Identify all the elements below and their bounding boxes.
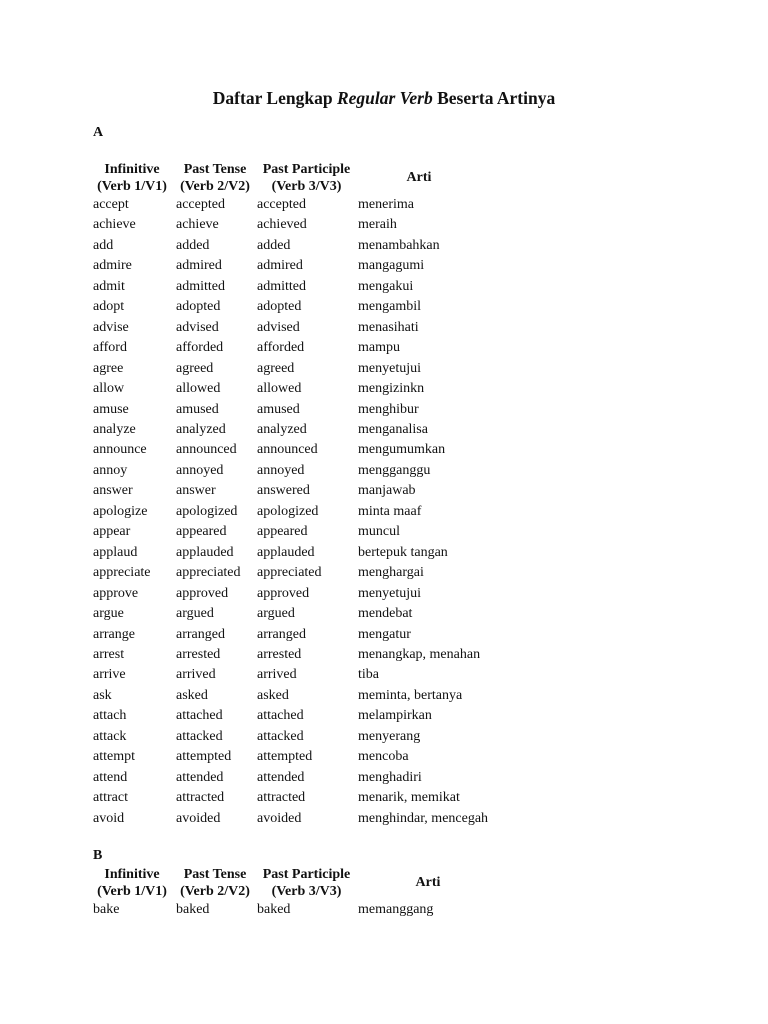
cell-arti: menghadiri: [358, 769, 422, 785]
table-row: [90, 809, 537, 829]
title-italic: Regular Verb: [336, 88, 433, 108]
cell-infinitive: add: [93, 237, 114, 253]
cell-past-tense: attended: [176, 769, 224, 785]
table-row: [90, 502, 537, 522]
cell-past-participle: attended: [257, 769, 305, 785]
cell-past-participle: approved: [257, 585, 310, 601]
cell-past-participle: admired: [257, 258, 303, 274]
table-row: [90, 706, 537, 726]
cell-arti: mendebat: [358, 606, 413, 622]
cell-arti: mangagumi: [358, 258, 425, 274]
cell-infinitive: answer: [93, 483, 133, 499]
cell-past-tense: appeared: [176, 524, 227, 540]
table-header-row: [90, 865, 537, 900]
table-header-row: [90, 160, 537, 195]
cell-past-tense: asked: [176, 687, 208, 703]
cell-past-participle: arrived: [257, 667, 297, 683]
cell-arti: tiba: [358, 667, 379, 683]
cell-past-participle: allowed: [257, 381, 302, 397]
cell-past-participle: agreed: [257, 360, 295, 376]
table-body-b: [90, 900, 537, 920]
cell-past-tense: apologized: [176, 503, 238, 519]
cell-infinitive: attack: [93, 728, 127, 744]
cell-infinitive: achieve: [93, 217, 136, 233]
cell-arti: menganalisa: [358, 421, 428, 437]
table-row: [90, 277, 537, 297]
cell-past-participle: appreciated: [257, 565, 322, 581]
cell-past-participle: accepted: [257, 197, 306, 212]
cell-infinitive: arrest: [93, 646, 125, 662]
cell-infinitive: announce: [93, 442, 147, 458]
header-infinitive-line2: (Verb 1/V1): [97, 178, 167, 194]
cell-past-tense: achieve: [176, 217, 219, 233]
cell-past-tense: approved: [176, 585, 229, 601]
cell-infinitive: analyze: [93, 421, 136, 437]
cell-arti: menghargai: [358, 565, 424, 581]
cell-infinitive: agree: [93, 360, 124, 376]
header-past-participle-line1: Past Participle: [262, 866, 351, 882]
cell-arti: menerima: [358, 197, 414, 212]
table-row: [90, 747, 537, 767]
cell-past-participle: argued: [257, 606, 295, 622]
cell-past-participle: arranged: [257, 626, 306, 642]
table-row: [90, 195, 537, 215]
table-row: [90, 522, 537, 542]
cell-infinitive: annoy: [93, 462, 128, 478]
cell-past-tense: attacked: [176, 728, 223, 744]
table-row: [90, 379, 537, 399]
table-row: [90, 359, 537, 379]
cell-past-participle: analyzed: [257, 421, 307, 437]
cell-past-tense: answer: [176, 483, 216, 499]
cell-past-participle: attacked: [257, 728, 304, 744]
cell-past-participle: asked: [257, 687, 289, 703]
cell-arti: manjawab: [358, 483, 416, 499]
cell-past-tense: argued: [176, 606, 214, 622]
header-past-tense-line2: (Verb 2/V2): [180, 178, 250, 194]
table-row: [90, 420, 537, 440]
cell-past-tense: attached: [176, 708, 223, 724]
table-row: [90, 768, 537, 788]
cell-past-tense: amused: [176, 401, 219, 417]
cell-arti: menarik, memikat: [358, 790, 460, 806]
header-arti-label: Arti: [415, 875, 441, 890]
cell-past-tense: advised: [176, 319, 219, 335]
cell-past-tense: agreed: [176, 360, 214, 376]
cell-past-tense: arranged: [176, 626, 225, 642]
header-arti: [357, 865, 537, 900]
cell-past-participle: adopted: [257, 299, 302, 315]
verb-table-a: [90, 160, 537, 829]
cell-past-participle: answered: [257, 483, 310, 499]
cell-past-participle: advised: [257, 319, 300, 335]
cell-infinitive: accept: [93, 197, 129, 212]
cell-arti: bertepuk tangan: [358, 544, 448, 560]
cell-infinitive: arrange: [93, 626, 135, 642]
header-past-participle: [256, 160, 357, 195]
cell-infinitive: appear: [93, 524, 131, 540]
table-row: [90, 256, 537, 276]
cell-arti: mampu: [358, 340, 400, 356]
cell-past-tense: appreciated: [176, 565, 241, 581]
table-row: [90, 461, 537, 481]
cell-infinitive: avoid: [93, 810, 125, 826]
cell-infinitive: attract: [93, 790, 128, 806]
section-letter-a: A: [93, 125, 104, 140]
cell-past-tense: added: [176, 237, 210, 253]
cell-arti: mengakui: [358, 278, 414, 294]
cell-arti: mengganggu: [358, 462, 431, 478]
cell-arti: muncul: [358, 524, 400, 540]
cell-infinitive: applaud: [93, 544, 138, 560]
cell-arti: minta maaf: [358, 503, 422, 519]
header-past-participle-line2: (Verb 3/V3): [271, 883, 342, 899]
header-past-tense: [174, 865, 256, 900]
table-row: [90, 297, 537, 317]
cell-past-participle: apologized: [257, 503, 319, 519]
cell-arti: meminta, bertanya: [358, 687, 463, 703]
cell-arti: mengatur: [358, 626, 411, 642]
cell-infinitive: allow: [93, 381, 125, 397]
cell-arti: menangkap, menahan: [358, 646, 481, 662]
table-row: [90, 665, 537, 685]
header-past-participle-line2: (Verb 3/V3): [271, 178, 342, 194]
cell-infinitive: admit: [93, 278, 125, 294]
section-letter-b: B: [93, 848, 103, 863]
cell-past-tense: baked: [176, 902, 210, 917]
cell-past-tense: applauded: [176, 544, 234, 560]
cell-infinitive: adopt: [93, 299, 125, 315]
page-title: [0, 86, 768, 110]
title-suffix: Beserta Artinya: [432, 88, 556, 108]
table-row: [90, 400, 537, 420]
header-arti-label: Arti: [406, 170, 432, 185]
cell-infinitive: attach: [93, 708, 127, 724]
table-row: [90, 727, 537, 747]
cell-infinitive: advise: [93, 319, 129, 335]
title-prefix: Daftar Lengkap: [212, 88, 337, 108]
table-row: [90, 900, 537, 920]
header-past-tense: [174, 160, 256, 195]
header-past-participle-line1: Past Participle: [262, 161, 351, 177]
header-past-tense-line1: Past Tense: [183, 161, 247, 177]
cell-arti: mengizinkn: [358, 381, 425, 397]
cell-past-participle: attracted: [257, 790, 306, 806]
header-infinitive: [90, 160, 174, 195]
cell-past-tense: afforded: [176, 340, 224, 356]
cell-arti: menasihati: [358, 319, 419, 335]
cell-past-participle: attempted: [257, 749, 313, 765]
table-row: [90, 604, 537, 624]
cell-past-tense: admired: [176, 258, 222, 274]
cell-arti: menghibur: [358, 401, 419, 417]
cell-infinitive: bake: [93, 902, 120, 917]
cell-infinitive: afford: [93, 340, 127, 356]
cell-arti: meraih: [358, 217, 397, 233]
table-body-a: [90, 195, 537, 829]
table-row: [90, 543, 537, 563]
cell-infinitive: attempt: [93, 749, 135, 765]
cell-infinitive: admire: [93, 258, 132, 274]
cell-arti: menyerang: [358, 728, 421, 744]
cell-arti: menyetujui: [358, 585, 421, 601]
verb-table-b: [90, 865, 537, 920]
cell-past-participle: amused: [257, 401, 300, 417]
table-row: [90, 686, 537, 706]
cell-arti: mencoba: [358, 749, 409, 765]
cell-arti: melampirkan: [358, 708, 432, 724]
cell-arti: memanggang: [358, 902, 434, 917]
cell-infinitive: approve: [93, 585, 139, 601]
table-row: [90, 215, 537, 235]
cell-infinitive: argue: [93, 606, 124, 622]
cell-past-participle: annoyed: [257, 462, 305, 478]
cell-past-tense: avoided: [176, 810, 221, 826]
cell-past-tense: accepted: [176, 197, 225, 212]
cell-arti: menyetujui: [358, 360, 421, 376]
cell-infinitive: amuse: [93, 401, 129, 417]
cell-past-participle: announced: [257, 442, 318, 458]
cell-infinitive: apologize: [93, 503, 148, 519]
cell-past-tense: announced: [176, 442, 237, 458]
cell-past-participle: achieved: [257, 217, 307, 233]
cell-arti: menambahkan: [358, 237, 440, 253]
cell-infinitive: attend: [93, 769, 128, 785]
table-row: [90, 645, 537, 665]
table-row: [90, 338, 537, 358]
cell-past-tense: annoyed: [176, 462, 224, 478]
cell-past-tense: allowed: [176, 381, 221, 397]
table-row: [90, 440, 537, 460]
table-row: [90, 788, 537, 808]
table-row: [90, 481, 537, 501]
cell-past-tense: adopted: [176, 299, 221, 315]
cell-past-tense: arrived: [176, 667, 216, 683]
header-infinitive-line2: (Verb 1/V1): [97, 883, 167, 899]
header-past-tense-line1: Past Tense: [183, 866, 247, 882]
cell-past-tense: attracted: [176, 790, 225, 806]
cell-past-participle: added: [257, 237, 291, 253]
cell-past-participle: admitted: [257, 278, 306, 294]
header-past-participle: [256, 865, 357, 900]
cell-past-participle: afforded: [257, 340, 305, 356]
table-row: [90, 318, 537, 338]
cell-past-tense: analyzed: [176, 421, 226, 437]
header-infinitive-line1: Infinitive: [104, 866, 160, 882]
table-row: [90, 584, 537, 604]
cell-infinitive: arrive: [93, 667, 126, 683]
cell-past-participle: avoided: [257, 810, 302, 826]
table-row: [90, 236, 537, 256]
header-infinitive: [90, 865, 174, 900]
table-row: [90, 625, 537, 645]
cell-arti: mengambil: [358, 299, 421, 315]
cell-past-tense: admitted: [176, 278, 225, 294]
header-infinitive-line1: Infinitive: [104, 161, 160, 177]
cell-past-participle: baked: [257, 902, 291, 917]
cell-arti: mengumumkan: [358, 442, 446, 458]
header-arti: [357, 160, 537, 195]
cell-past-participle: arrested: [257, 646, 302, 662]
cell-infinitive: ask: [93, 687, 112, 703]
header-past-tense-line2: (Verb 2/V2): [180, 883, 250, 899]
table-row: [90, 563, 537, 583]
cell-past-participle: attached: [257, 708, 304, 724]
cell-past-participle: applauded: [257, 544, 315, 560]
cell-arti: menghindar, mencegah: [358, 810, 489, 826]
cell-past-tense: attempted: [176, 749, 232, 765]
cell-past-tense: arrested: [176, 646, 221, 662]
cell-past-participle: appeared: [257, 524, 308, 540]
cell-infinitive: appreciate: [93, 565, 151, 581]
